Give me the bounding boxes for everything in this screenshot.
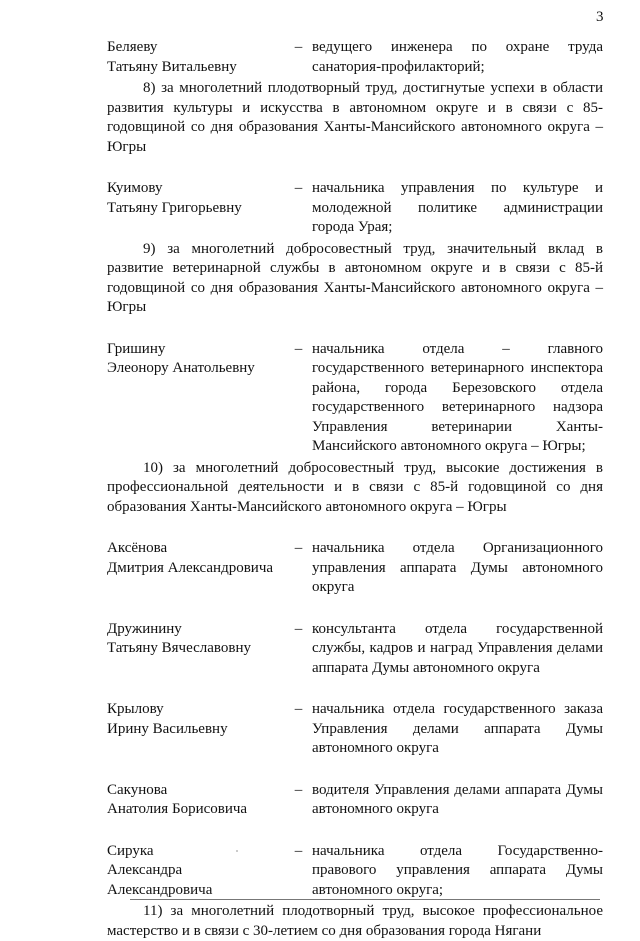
given-names: Ирину Васильевну [107, 720, 228, 737]
given-names: Татьяну Григорьевну [107, 199, 242, 216]
position-description: консультанта отдела государственной службы, кадров и наград Управления делами аппарата Думы автономного округа [312, 620, 603, 676]
given-names: Александра Александровича [107, 862, 213, 898]
award-entry [107, 620, 603, 679]
person-name [107, 38, 285, 77]
surname: Дружинину [107, 620, 182, 637]
award-entry [107, 842, 603, 901]
award-clause-paragraph: 10) за многолетний добросовестный труд, высокие достижения в профессиональной деятельности и в связи с 85-й годовщиной со дня образования Ханты-Мансийского автономного округа – Югры [107, 459, 603, 515]
person-name [107, 179, 285, 238]
position-description: начальника отдела – главного государственного ветеринарного инспектора района, города Березовского отдела государственного ветеринарного надзора Управления ветеринарии Ханты-Мансийского автономного округа – Югры; [312, 340, 603, 454]
given-names: Татьяну Витальевну [107, 58, 237, 75]
person-name [107, 340, 285, 457]
dash-separator: – [294, 39, 303, 55]
award-clause-paragraph: 8) за многолетний плодотворный труд, достигнутые успехи в области развития культуры и искусства в автономном округе и в связи с 85-годовщиной со дня образования Ханты-Мансийского автономного округа – Югры [107, 80, 603, 155]
person-name [107, 700, 285, 759]
scan-speck [236, 850, 238, 852]
award-entry [107, 781, 603, 820]
person-name [107, 842, 285, 901]
award-clause-paragraph: 11) за многолетний плодотворный труд, высокое профессиональное мастерство и в связи с 30-летием со дня образования города Нягани [107, 903, 603, 939]
given-names: Анатолия Борисовича [107, 801, 248, 817]
award-entry [107, 38, 603, 77]
award-entry [107, 179, 603, 238]
position-description: начальника отдела Организационного управления аппарата Думы автономного округа [312, 540, 603, 595]
document-body [107, 38, 603, 941]
dash-separator: – [294, 701, 303, 717]
position-description: начальника управления по культуре и молодежной политике администрации города Урая; [312, 180, 603, 235]
position-description: начальника отдела государственного заказа Управления делами аппарата Думы автономного округа [312, 701, 603, 756]
given-names: Дмитрия Александровича [107, 559, 274, 576]
surname: Аксёнова [107, 540, 168, 556]
person-name [107, 620, 285, 679]
dash-separator: – [294, 781, 303, 798]
dash-separator: – [294, 340, 303, 357]
surname: Гришину [107, 340, 166, 357]
award-entry [107, 539, 603, 598]
surname: Сирука [107, 842, 154, 859]
position-description: ведущего инженера по охране труда санатория-профилакторий; [312, 39, 603, 75]
person-name [107, 539, 285, 598]
surname: Крылову [107, 701, 164, 717]
award-entry [107, 340, 603, 457]
dash-separator: – [294, 540, 303, 556]
dash-separator: – [294, 842, 303, 859]
surname: Беляеву [107, 39, 158, 55]
dash-separator: – [294, 620, 303, 637]
given-names: Элеонору Анатольевну [107, 360, 255, 376]
given-names: Татьяну Вячеславовну [107, 640, 252, 656]
surname: Сакунова [107, 781, 168, 798]
award-clause-paragraph: 9) за многолетний добросовестный труд, значительный вклад в развитие ветеринарной службы в автономном округе и в связи с 85-й годовщиной со дня образования Ханты-Мансийского автономного округа – Югры [107, 240, 603, 315]
surname: Куимову [107, 180, 163, 196]
page-number: 3 [596, 9, 604, 25]
position-description: водителя Управления делами аппарата Думы автономного округа [312, 781, 603, 817]
dash-separator: – [294, 180, 303, 196]
award-entry [107, 700, 603, 759]
page-bottom-edge-line [130, 899, 600, 900]
person-name [107, 781, 285, 820]
position-description: начальника отдела Государственно-правового управления аппарата Думы автономного округа; [312, 842, 603, 898]
